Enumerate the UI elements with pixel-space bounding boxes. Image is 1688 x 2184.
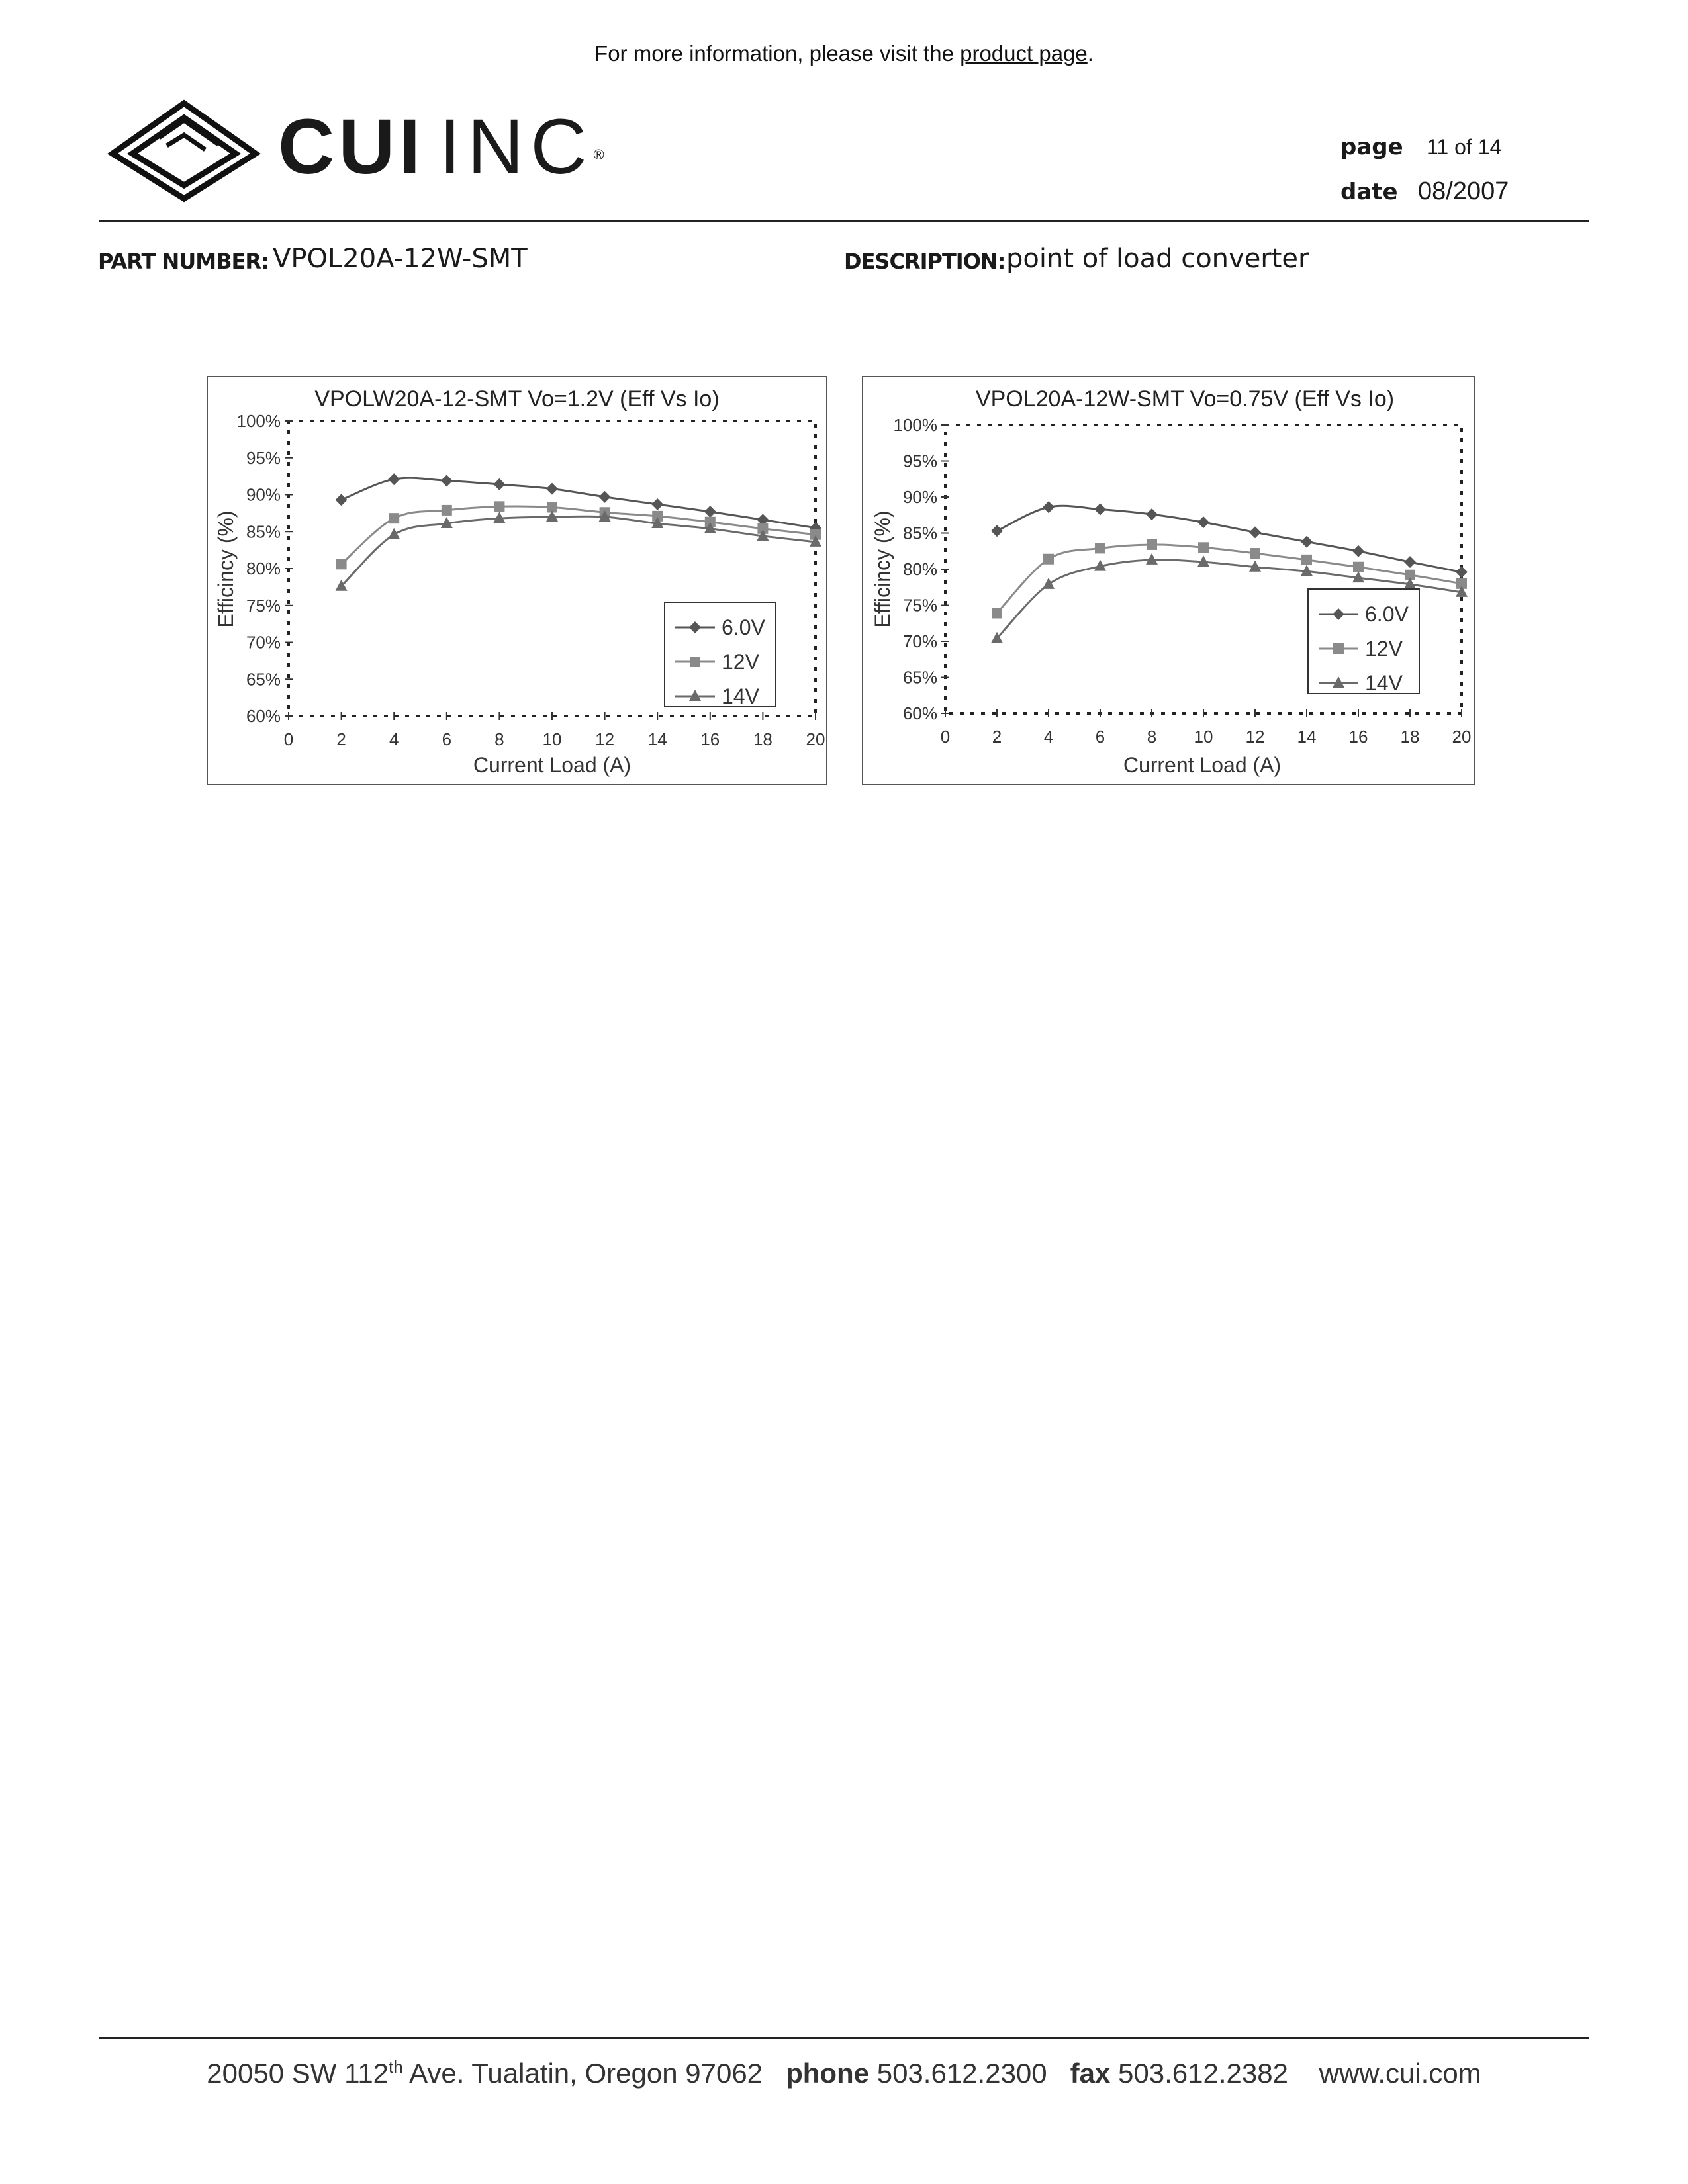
data-point bbox=[1043, 501, 1055, 513]
chart-1-title: VPOLW20A-12-SMT Vo=1.2V (Eff Vs Io) bbox=[314, 387, 720, 412]
data-point bbox=[388, 473, 400, 485]
data-point bbox=[1456, 566, 1468, 578]
x-tick-label: 4 bbox=[389, 729, 399, 749]
chart-2-legend bbox=[1308, 589, 1419, 695]
brand-name-bold: CUI bbox=[278, 103, 425, 191]
top-info-note bbox=[0, 41, 1688, 66]
efficiency-chart-2 bbox=[862, 376, 1475, 785]
x-tick-label: 12 bbox=[1245, 727, 1265, 747]
page-value: 11 of 14 bbox=[1427, 135, 1502, 159]
legend-label: 12V bbox=[722, 650, 759, 674]
legend-label: 6.0V bbox=[1365, 602, 1409, 626]
y-tick-label: 75% bbox=[902, 595, 937, 615]
x-tick-label: 18 bbox=[753, 729, 773, 749]
chart-1-x-axis-title: Current Load (A) bbox=[473, 753, 632, 777]
footer-address-post: Ave. Tualatin, Oregon 97062 bbox=[409, 2058, 763, 2089]
data-point bbox=[494, 501, 504, 512]
x-tick-label: 20 bbox=[806, 729, 825, 749]
y-tick-label: 80% bbox=[902, 559, 937, 579]
description-value: point of load converter bbox=[1006, 244, 1309, 274]
data-point bbox=[1353, 562, 1364, 572]
x-tick-label: 6 bbox=[1095, 727, 1105, 747]
data-point bbox=[1043, 578, 1055, 589]
x-tick-label: 12 bbox=[595, 729, 615, 749]
footer-fax-value: 503.612.2382 bbox=[1118, 2058, 1288, 2089]
x-tick-label: 18 bbox=[1400, 727, 1420, 747]
data-point bbox=[1250, 548, 1260, 559]
footer-address-sup: th bbox=[389, 2057, 403, 2077]
page-label: page bbox=[1340, 134, 1403, 160]
efficiency-chart-1 bbox=[207, 376, 827, 785]
cui-logo-icon bbox=[106, 98, 265, 204]
footer-website-link[interactable]: www.cui.com bbox=[1319, 2058, 1481, 2089]
x-tick-label: 16 bbox=[700, 729, 720, 749]
legend-label: 14V bbox=[1365, 671, 1403, 695]
footer-address-pre: 20050 SW 112 bbox=[207, 2058, 389, 2089]
data-point bbox=[1198, 542, 1209, 553]
date-value: 08/2007 bbox=[1418, 177, 1509, 205]
y-tick-label: 60% bbox=[246, 706, 281, 726]
x-tick-label: 20 bbox=[1452, 727, 1472, 747]
y-tick-label: 70% bbox=[902, 631, 937, 651]
y-tick-label: 80% bbox=[246, 559, 281, 578]
data-point bbox=[442, 505, 452, 516]
data-point bbox=[1043, 554, 1054, 565]
legend-label: 6.0V bbox=[722, 615, 765, 639]
chart-1-y-axis-title: Efficincy (%) bbox=[214, 510, 238, 628]
series-line-2 bbox=[342, 506, 816, 564]
data-point bbox=[441, 475, 453, 486]
x-tick-label: 0 bbox=[940, 727, 951, 747]
top-info-suffix: . bbox=[1087, 41, 1094, 66]
part-number-label: PART NUMBER: bbox=[98, 249, 269, 274]
y-tick-label: 75% bbox=[246, 595, 281, 615]
y-tick-label: 100% bbox=[236, 411, 281, 431]
data-point bbox=[1404, 556, 1416, 568]
chart-2-y-axis-title: Efficincy (%) bbox=[870, 510, 894, 628]
data-point bbox=[992, 608, 1002, 618]
data-point bbox=[1094, 504, 1106, 516]
footer-divider bbox=[99, 2037, 1589, 2039]
chart-2-x-axis-title: Current Load (A) bbox=[1123, 753, 1282, 777]
brand-wordmark bbox=[278, 103, 604, 191]
data-point bbox=[651, 498, 663, 510]
y-tick-label: 85% bbox=[902, 523, 937, 543]
header-divider bbox=[99, 220, 1589, 222]
part-number-value: VPOL20A-12W-SMT bbox=[273, 244, 528, 274]
x-tick-label: 2 bbox=[336, 729, 346, 749]
x-tick-label: 10 bbox=[1194, 727, 1213, 747]
legend-label: 12V bbox=[1365, 637, 1403, 660]
data-point bbox=[599, 491, 611, 503]
data-point bbox=[493, 478, 505, 490]
legend-marker bbox=[1333, 643, 1344, 654]
x-tick-label: 14 bbox=[1297, 727, 1317, 747]
date-label: date bbox=[1340, 179, 1398, 205]
data-point bbox=[1249, 526, 1261, 538]
footer-phone-label: phone bbox=[786, 2058, 870, 2089]
x-tick-label: 0 bbox=[283, 729, 294, 749]
y-tick-label: 95% bbox=[246, 447, 281, 468]
y-tick-label: 95% bbox=[902, 451, 937, 471]
x-tick-label: 4 bbox=[1043, 727, 1054, 747]
chart-2-title: VPOL20A-12W-SMT Vo=0.75V (Eff Vs Io) bbox=[975, 387, 1395, 412]
legend-marker bbox=[690, 657, 700, 667]
data-point bbox=[1095, 543, 1105, 553]
product-page-link[interactable]: product page bbox=[960, 41, 1088, 66]
brand-name-light: INC bbox=[439, 103, 594, 191]
data-point bbox=[704, 506, 716, 518]
x-tick-label: 16 bbox=[1348, 727, 1368, 747]
y-tick-label: 65% bbox=[902, 667, 937, 688]
x-tick-label: 14 bbox=[647, 729, 667, 749]
y-tick-label: 60% bbox=[902, 704, 937, 723]
chart-1-series bbox=[336, 473, 821, 591]
footer-contact bbox=[0, 2057, 1688, 2089]
data-point bbox=[1301, 555, 1312, 565]
x-tick-label: 6 bbox=[442, 729, 452, 749]
data-point bbox=[1146, 508, 1158, 520]
data-point bbox=[1352, 545, 1364, 557]
y-tick-label: 85% bbox=[246, 522, 281, 542]
description-label: DESCRIPTION: bbox=[844, 249, 1006, 274]
top-info-text: For more information, please visit the bbox=[594, 41, 954, 66]
series-line-1 bbox=[342, 478, 816, 527]
data-point bbox=[389, 513, 399, 523]
legend-label: 14V bbox=[722, 684, 759, 708]
x-tick-label: 10 bbox=[542, 729, 562, 749]
efficiency-chart-1-svg bbox=[208, 377, 826, 784]
x-tick-label: 8 bbox=[494, 729, 504, 749]
y-tick-label: 90% bbox=[902, 487, 937, 507]
data-point bbox=[991, 525, 1003, 537]
y-tick-label: 90% bbox=[246, 484, 281, 505]
y-tick-label: 70% bbox=[246, 632, 281, 653]
data-point bbox=[546, 483, 558, 495]
series-line-1 bbox=[997, 506, 1462, 572]
data-point bbox=[1147, 539, 1157, 550]
data-point bbox=[336, 559, 347, 569]
x-tick-label: 8 bbox=[1147, 727, 1157, 747]
footer-fax-label: fax bbox=[1070, 2058, 1111, 2089]
y-tick-label: 100% bbox=[893, 415, 937, 435]
footer-phone-value: 503.612.2300 bbox=[876, 2058, 1047, 2089]
data-point bbox=[1301, 536, 1313, 548]
chart-1-legend bbox=[665, 602, 776, 708]
x-tick-label: 2 bbox=[992, 727, 1002, 747]
data-point bbox=[388, 528, 400, 539]
registered-mark: ® bbox=[593, 146, 604, 163]
data-point bbox=[1197, 516, 1209, 528]
efficiency-chart-2-svg bbox=[863, 377, 1474, 784]
data-point bbox=[336, 494, 348, 506]
y-tick-label: 65% bbox=[246, 669, 281, 690]
